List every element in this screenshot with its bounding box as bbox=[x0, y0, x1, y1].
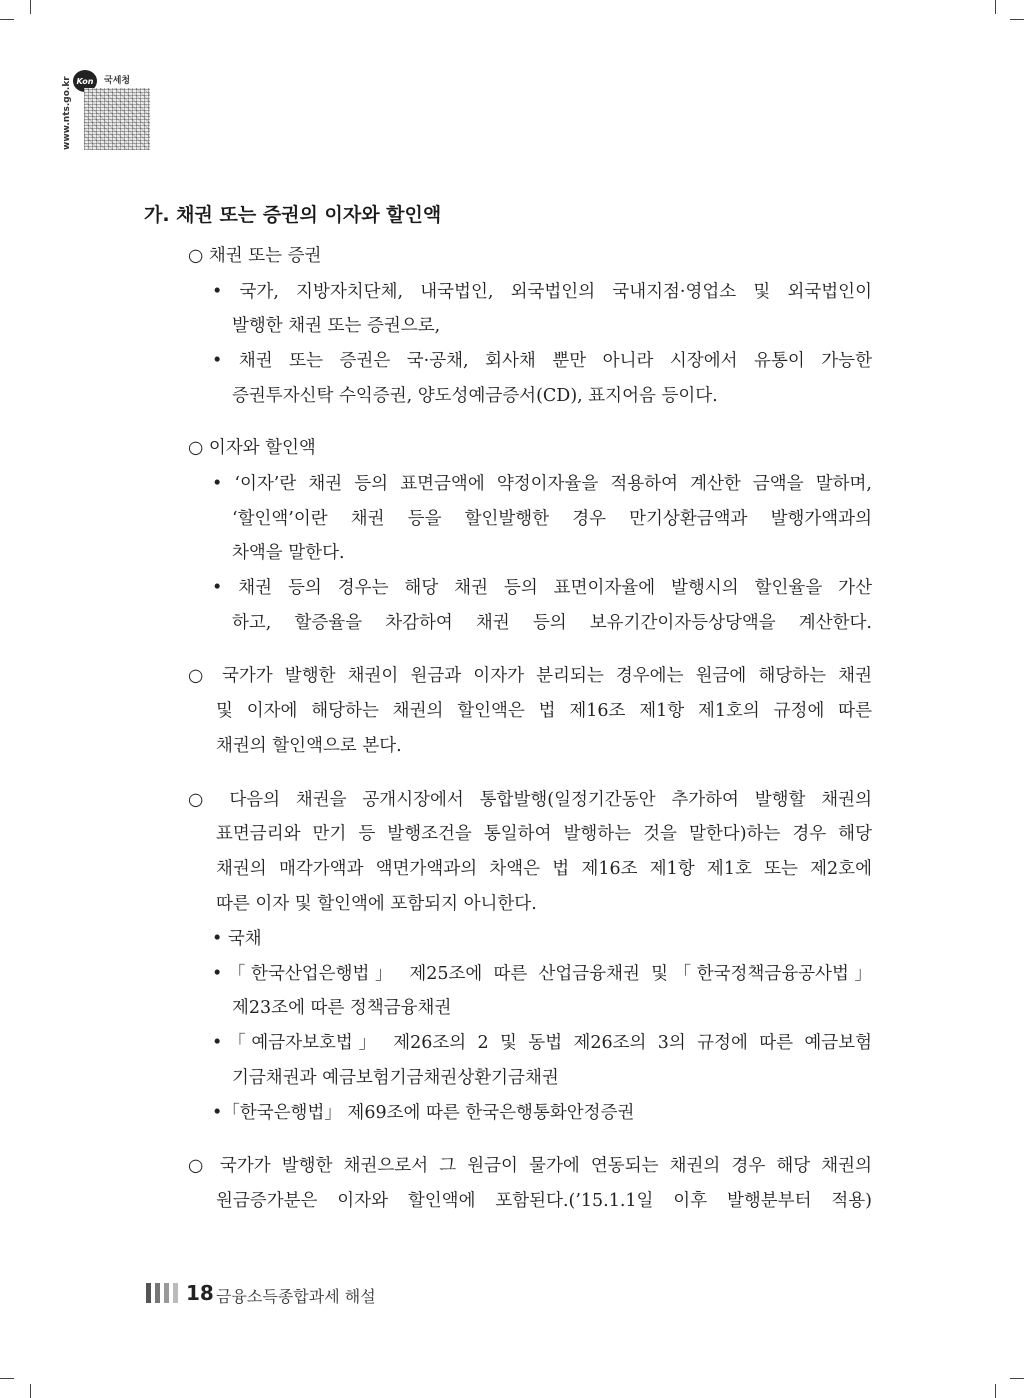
circle-item: ○ 다음의 채권을 공개시장에서 통합발행(일정기간동안 추가하여 발행할 채권의 bbox=[188, 790, 872, 810]
crop-mark-top-left bbox=[30, 0, 31, 14]
bullet-item: • 채권 등의 경우는 해당 채권 등의 표면이자율에 발행시의 할인율을 가산 bbox=[212, 578, 872, 598]
circle-continuation: 채권의 할인액으로 본다. bbox=[216, 736, 402, 756]
book-title: 금융소득종합과세 해설 bbox=[216, 1287, 376, 1306]
bullet-item: • 국가, 지방자치단체, 내국법인, 외국법인의 국내지점·영업소 및 외국법인이 bbox=[212, 282, 872, 302]
bullet-item: •「한국산업은행법」 제25조에 따른 산업금융채권 및「한국정책금융공사법」 bbox=[212, 964, 872, 984]
footer-bar bbox=[164, 1283, 169, 1303]
crop-mark-top-right bbox=[995, 0, 996, 14]
page-number: 18 bbox=[186, 1281, 214, 1305]
crop-mark-bottom-right bbox=[995, 1384, 996, 1398]
circle-continuation: 표면금리와 만기 등 발행조건을 통일하여 발행하는 것을 말한다)하는 경우 해당 bbox=[216, 824, 872, 844]
circle-continuation: 채권의 매각가액과 액면가액과의 차액은 법 제16조 제1항 제1호 또는 제2호에 bbox=[216, 859, 872, 879]
nts-logo-icon: Kon bbox=[73, 70, 97, 92]
bullet-continuation: 하고, 할증율을 차감하여 채권 등의 보유기간이자등상당액을 계산한다. bbox=[232, 613, 872, 633]
bullet-item: • 채권 또는 증권은 국·공채, 회사채 뿐만 아니라 시장에서 유통이 가능한 bbox=[212, 351, 872, 371]
bullet-item: •「한국은행법」 제69조에 따른 한국은행통화안정증권 bbox=[212, 1103, 635, 1123]
footer-bar bbox=[146, 1283, 151, 1303]
bullet-continuation: ‘할인액’이란 채권 등을 할인발행한 경우 만기상환금액과 발행가액과의 bbox=[232, 509, 872, 529]
crop-mark-left-mid bbox=[0, 19, 14, 20]
bullet-continuation: 제23조에 따른 정책금융채권 bbox=[232, 998, 452, 1018]
bullet-continuation: 차액을 말한다. bbox=[232, 543, 345, 563]
circle-item: ○ 채권 또는 증권 bbox=[188, 246, 322, 266]
org-name: 국세청 bbox=[104, 76, 131, 86]
bullet-continuation: 발행한 채권 또는 증권으로, bbox=[232, 316, 441, 336]
bullet-item: •「예금자보호법」 제26조의 2 및 동법 제26조의 3의 규정에 따른 예금보험 bbox=[212, 1033, 872, 1053]
crop-mark-bottom-left bbox=[30, 1384, 31, 1398]
crop-mark-bottom-right-h bbox=[1010, 1378, 1024, 1379]
crop-mark-bottom-left-h bbox=[0, 1378, 14, 1379]
org-url: www.nts.go.kr bbox=[62, 76, 72, 150]
bullet-item: • ‘이자’란 채권 등의 표면금액에 약정이자율을 적용하여 계산한 금액을 말하며, bbox=[212, 474, 872, 494]
circle-continuation: 따른 이자 및 할인액에 포함되지 아니한다. bbox=[216, 894, 537, 914]
footer-bar bbox=[173, 1283, 178, 1303]
crop-mark-right-mid bbox=[1010, 19, 1024, 20]
qr-code-icon bbox=[84, 88, 150, 150]
circle-item: ○ 국가가 발행한 채권으로서 그 원금이 물가에 연동되는 채권의 경우 해당 채권의 bbox=[188, 1156, 872, 1176]
bullet-continuation: 기금채권과 예금보험기금채권상환기금채권 bbox=[232, 1068, 559, 1088]
circle-item: ○ 이자와 할인액 bbox=[188, 438, 316, 458]
section-title: 가. 채권 또는 증권의 이자와 할인액 bbox=[144, 204, 442, 226]
bullet-continuation: 증권투자신탁 수익증권, 양도성예금증서(CD), 표지어음 등이다. bbox=[232, 386, 718, 406]
bullet-item: • 국채 bbox=[212, 929, 262, 949]
circle-continuation: 원금증가분은 이자와 할인액에 포함된다.(’15.1.1일 이후 발행분부터 적용) bbox=[216, 1191, 872, 1211]
circle-continuation: 및 이자에 해당하는 채권의 할인액은 법 제16조 제1항 제1호의 규정에 따른 bbox=[216, 701, 872, 721]
footer-bar bbox=[155, 1283, 160, 1303]
circle-item: ○ 국가가 발행한 채권이 원금과 이자가 분리되는 경우에는 원금에 해당하는 채권 bbox=[188, 666, 872, 686]
